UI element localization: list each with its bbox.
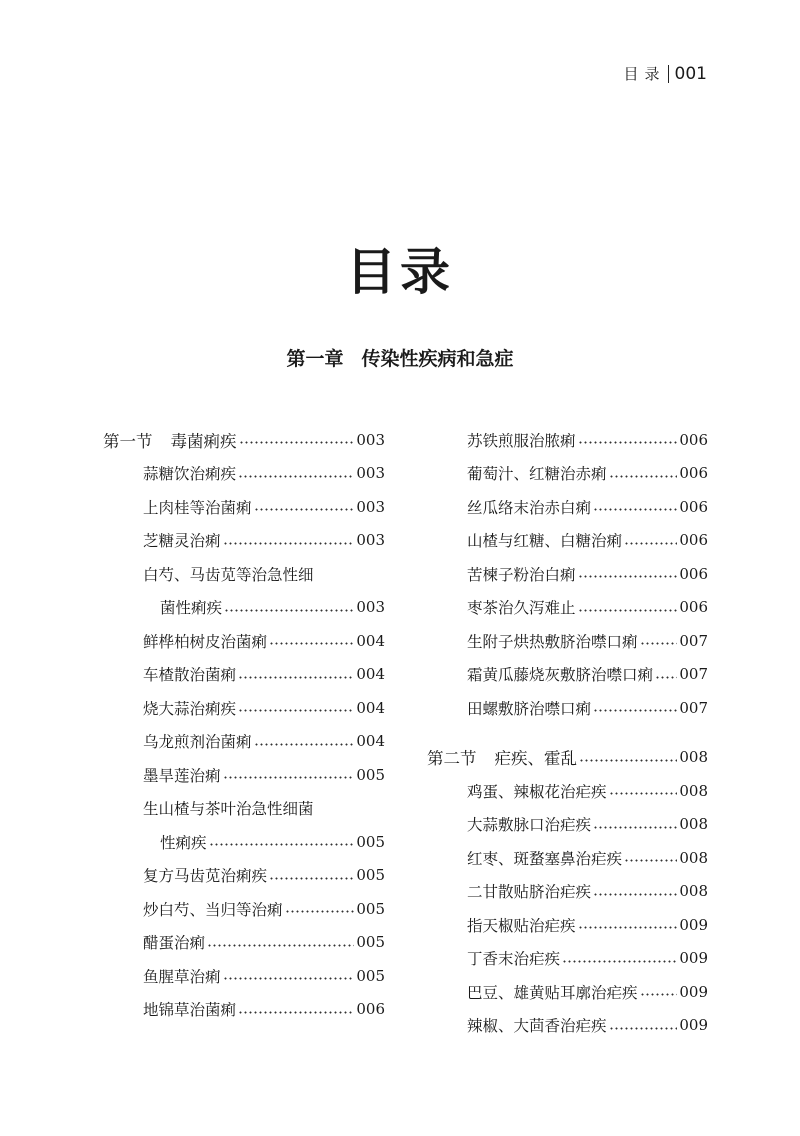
entry-title: 炒白芍、当归等治痢 <box>143 900 283 919</box>
toc-entry[interactable] <box>103 959 385 993</box>
dot-leader <box>238 1011 354 1014</box>
entry-title: 丁香末治疟疾 <box>467 950 561 969</box>
dot-leader <box>269 877 354 880</box>
toc-entry[interactable] <box>427 808 708 842</box>
entry-title: 烧大蒜治痢疾 <box>143 699 237 718</box>
dot-leader <box>238 709 354 712</box>
page-number: 001 <box>674 63 707 84</box>
dot-leader <box>562 960 677 963</box>
toc-entry[interactable] <box>103 859 385 893</box>
entry-title: 车楂散治菌痢 <box>143 666 237 685</box>
entry-title: 芝糖灵治痢 <box>143 532 221 551</box>
dot-leader <box>609 1027 678 1030</box>
entry-title: 田螺敷脐治噤口痢 <box>467 699 592 718</box>
entry-page: 007 <box>679 631 708 650</box>
dot-leader <box>593 508 677 511</box>
dot-leader <box>593 709 677 712</box>
dot-leader <box>624 859 677 862</box>
toc-entry[interactable] <box>427 975 708 1009</box>
toc-entry[interactable] <box>427 624 708 658</box>
section-number: 第二节 <box>427 749 477 769</box>
section-page: 008 <box>679 748 708 767</box>
running-head-divider <box>668 65 669 83</box>
entry-title: 二甘散贴脐治疟疾 <box>467 883 592 902</box>
toc-entry[interactable] <box>103 993 385 1027</box>
entry-page: 006 <box>356 1000 385 1019</box>
section-number: 第一节 <box>103 431 153 451</box>
entry-title: 丝瓜络末治赤白痢 <box>467 498 592 517</box>
toc-entry[interactable] <box>103 624 385 658</box>
dot-leader <box>254 743 355 746</box>
dot-leader <box>223 776 355 779</box>
entry-page: 004 <box>356 631 385 650</box>
toc-entry[interactable] <box>103 725 385 759</box>
dot-leader <box>254 508 355 511</box>
entry-page: 009 <box>679 915 708 934</box>
toc-entry[interactable] <box>103 557 385 591</box>
dot-leader <box>624 542 677 545</box>
entry-page: 006 <box>679 564 708 583</box>
entry-title: 大蒜敷脉口治疟疾 <box>467 816 592 835</box>
dot-leader <box>579 759 677 762</box>
entry-title: 生山楂与茶叶治急性细菌 <box>143 800 314 819</box>
entry-page: 005 <box>356 765 385 784</box>
entry-title: 白芍、马齿苋等治急性细 <box>143 565 314 584</box>
toc-entry[interactable] <box>427 942 708 976</box>
entry-title-continued: 性痢疾 <box>160 833 207 852</box>
dot-leader <box>609 475 678 478</box>
page-title: 目录 <box>346 243 454 301</box>
toc-entry[interactable] <box>427 457 708 491</box>
dot-leader <box>269 642 354 645</box>
entry-title: 鸡蛋、辣椒花治疟疾 <box>467 782 607 801</box>
toc-entry[interactable] <box>427 875 708 909</box>
toc-entry[interactable] <box>427 908 708 942</box>
toc-entry-continuation[interactable] <box>103 825 385 859</box>
entry-page: 004 <box>356 732 385 751</box>
entry-title: 地锦草治菌痢 <box>143 1001 237 1020</box>
dot-leader <box>609 792 678 795</box>
entry-title: 指天椒贴治疟疾 <box>467 916 576 935</box>
dot-leader <box>640 993 678 996</box>
running-head <box>624 63 707 84</box>
entry-page: 008 <box>679 815 708 834</box>
toc-entry-continuation[interactable] <box>103 591 385 625</box>
dot-leader <box>239 441 355 444</box>
entry-page: 008 <box>679 781 708 800</box>
toc-entry[interactable] <box>103 792 385 826</box>
entry-page: 003 <box>356 497 385 516</box>
dot-leader <box>578 575 678 578</box>
entry-page: 005 <box>356 899 385 918</box>
entry-page: 007 <box>679 665 708 684</box>
chapter-title: 传染性疾病和急症 <box>361 348 514 370</box>
entry-page: 009 <box>679 1016 708 1035</box>
entry-page: 005 <box>356 966 385 985</box>
entry-page: 003 <box>356 598 385 617</box>
entry-title: 墨旱莲治痢 <box>143 766 221 785</box>
toc-entry[interactable] <box>427 774 708 808</box>
toc-entry[interactable] <box>103 490 385 524</box>
toc-entry[interactable] <box>427 557 708 591</box>
entry-page: 009 <box>679 949 708 968</box>
entry-title: 山楂与红糖、白糖治痢 <box>467 532 623 551</box>
entry-page: 007 <box>679 698 708 717</box>
entry-title: 枣茶治久泻难止 <box>467 599 576 618</box>
entry-title: 红枣、斑蝥塞鼻治疟疾 <box>467 849 623 868</box>
entry-title: 辣椒、大茴香治疟疾 <box>467 1017 607 1036</box>
entry-page: 006 <box>679 430 708 449</box>
dot-leader <box>223 977 355 980</box>
entry-title: 蒜糖饮治痢疾 <box>143 465 237 484</box>
running-head-title: 目录 <box>623 65 666 83</box>
toc-entry[interactable] <box>103 457 385 491</box>
dot-leader <box>578 926 678 929</box>
entry-page: 003 <box>356 464 385 483</box>
toc-entry[interactable] <box>427 524 708 558</box>
toc-section-entry[interactable] <box>427 741 708 775</box>
entry-title: 醋蛋治痢 <box>143 934 206 953</box>
entry-title: 鲜桦柏树皮治菌痢 <box>143 632 268 651</box>
toc-entry[interactable] <box>427 1009 708 1043</box>
toc-entry[interactable] <box>427 841 708 875</box>
dot-leader <box>238 475 354 478</box>
dot-leader <box>223 542 355 545</box>
dot-leader <box>578 441 678 444</box>
entry-page: 008 <box>679 882 708 901</box>
dot-leader <box>285 910 355 913</box>
spacer <box>427 725 708 741</box>
dot-leader <box>207 944 354 947</box>
toc-right-column <box>427 423 708 1042</box>
toc-entry[interactable] <box>103 926 385 960</box>
toc-entry[interactable] <box>103 658 385 692</box>
toc-entry[interactable] <box>427 658 708 692</box>
entry-page: 006 <box>679 531 708 550</box>
toc-entry[interactable] <box>427 490 708 524</box>
entry-title: 苦楝子粉治白痢 <box>467 565 576 584</box>
toc-entry[interactable] <box>103 524 385 558</box>
entry-page: 003 <box>356 531 385 550</box>
entry-page: 005 <box>356 832 385 851</box>
entry-page: 006 <box>679 464 708 483</box>
chapter-heading <box>0 344 800 371</box>
dot-leader <box>655 676 677 679</box>
dot-leader <box>593 893 677 896</box>
toc-entry[interactable] <box>427 423 708 457</box>
toc-entry[interactable] <box>427 591 708 625</box>
entry-title: 苏铁煎服治脓痢 <box>467 431 576 450</box>
entry-page: 006 <box>679 497 708 516</box>
dot-leader <box>640 642 678 645</box>
dot-leader <box>209 843 355 846</box>
toc-entry[interactable] <box>103 758 385 792</box>
dot-leader <box>238 676 354 679</box>
entry-page: 004 <box>356 698 385 717</box>
entry-title-continued: 菌性痢疾 <box>160 599 223 618</box>
entry-title: 霜黄瓜藤烧灰敷脐治噤口痢 <box>467 666 654 685</box>
section-title: 疟疾、霍乱 <box>494 749 577 769</box>
section-title: 毒菌痢疾 <box>170 431 237 451</box>
dot-leader <box>578 609 678 612</box>
section-page: 003 <box>356 430 385 449</box>
chapter-number: 第一章 <box>286 348 344 370</box>
entry-page: 005 <box>356 933 385 952</box>
entry-page: 004 <box>356 665 385 684</box>
toc-entry[interactable] <box>103 892 385 926</box>
entry-title: 上肉桂等治菌痢 <box>143 498 252 517</box>
entry-title: 鱼腥草治痢 <box>143 967 221 986</box>
entry-page: 006 <box>679 598 708 617</box>
toc-left-column <box>103 423 385 1026</box>
entry-title: 葡萄汁、红糖治赤痢 <box>467 465 607 484</box>
entry-title: 巴豆、雄黄贴耳廓治疟疾 <box>467 983 638 1002</box>
dot-leader <box>593 826 677 829</box>
toc-entry[interactable] <box>103 691 385 725</box>
entry-page: 008 <box>679 848 708 867</box>
entry-title: 复方马齿苋治痢疾 <box>143 867 268 886</box>
entry-page: 009 <box>679 982 708 1001</box>
dot-leader <box>224 609 354 612</box>
toc-entry[interactable] <box>427 691 708 725</box>
entry-page: 005 <box>356 866 385 885</box>
entry-title: 乌龙煎剂治菌痢 <box>143 733 252 752</box>
toc-section-entry[interactable] <box>103 423 385 457</box>
entry-title: 生附子烘热敷脐治噤口痢 <box>467 632 638 651</box>
